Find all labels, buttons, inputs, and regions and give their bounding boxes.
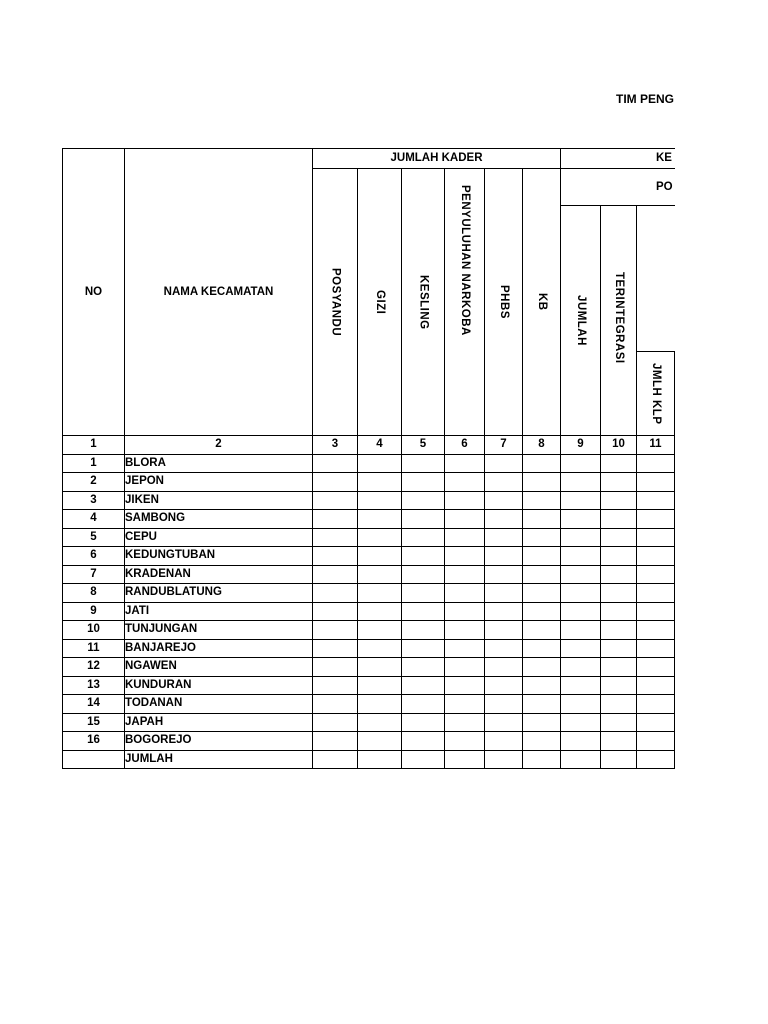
row-kecamatan: NGAWEN [125, 658, 313, 677]
row-value-cell[interactable] [561, 491, 601, 510]
row-no: 8 [63, 584, 125, 603]
row-value-cell[interactable] [523, 584, 561, 603]
row-value-cell[interactable] [313, 695, 358, 714]
total-value-cell[interactable] [523, 750, 561, 769]
row-no: 15 [63, 713, 125, 732]
row-value-cell[interactable] [402, 713, 445, 732]
row-value-cell[interactable] [485, 528, 523, 547]
row-value-cell[interactable] [485, 676, 523, 695]
row-value-cell[interactable] [358, 491, 402, 510]
row-value-cell[interactable] [523, 602, 561, 621]
column-number: 4 [358, 436, 402, 455]
row-value-cell[interactable] [561, 565, 601, 584]
page-crop-edge [675, 148, 768, 774]
row-no: 2 [63, 473, 125, 492]
row-value-cell[interactable] [313, 528, 358, 547]
row-value-cell[interactable] [358, 621, 402, 640]
page-title: TIM PENG [616, 92, 675, 106]
row-value-cell[interactable] [485, 732, 523, 751]
column-number: 6 [445, 436, 485, 455]
row-kecamatan: JEPON [125, 473, 313, 492]
row-value-cell[interactable] [445, 491, 485, 510]
row-value-cell[interactable] [561, 510, 601, 529]
row-no: 6 [63, 547, 125, 566]
header-kader-kesling [402, 169, 445, 436]
header-terintegrasi [601, 206, 637, 436]
row-no: 13 [63, 676, 125, 695]
table-row [63, 621, 676, 640]
row-value-cell[interactable] [402, 547, 445, 566]
header-kader-kb [523, 169, 561, 436]
row-no: 3 [63, 491, 125, 510]
header-nama-kecamatan: NAMA KECAMATAN [125, 149, 313, 436]
header-jumlah [561, 206, 601, 436]
row-value-cell[interactable] [485, 602, 523, 621]
kader-table [62, 148, 675, 769]
table-row [63, 454, 676, 473]
header-kader-gizi [358, 169, 402, 436]
row-value-cell[interactable] [402, 621, 445, 640]
row-value-cell[interactable] [485, 713, 523, 732]
table-row [63, 695, 676, 714]
row-value-cell[interactable] [445, 473, 485, 492]
row-value-cell[interactable] [523, 528, 561, 547]
row-value-cell[interactable] [358, 602, 402, 621]
row-value-cell[interactable] [402, 658, 445, 677]
table-row [63, 565, 676, 584]
row-value-cell[interactable] [561, 658, 601, 677]
row-no: 4 [63, 510, 125, 529]
column-number: 11 [637, 436, 675, 455]
row-value-cell[interactable] [601, 547, 637, 566]
table-row [63, 713, 676, 732]
row-value-cell[interactable] [485, 639, 523, 658]
row-value-cell[interactable] [485, 491, 523, 510]
row-value-cell[interactable] [313, 473, 358, 492]
row-value-cell[interactable] [637, 565, 675, 584]
row-value-cell[interactable] [637, 676, 675, 695]
row-value-cell[interactable] [358, 732, 402, 751]
row-value-cell[interactable] [402, 491, 445, 510]
row-value-cell[interactable] [523, 547, 561, 566]
row-value-cell[interactable] [402, 602, 445, 621]
row-value-cell[interactable] [561, 602, 601, 621]
row-value-cell[interactable] [358, 658, 402, 677]
row-value-cell[interactable] [313, 713, 358, 732]
row-value-cell[interactable] [445, 584, 485, 603]
row-value-cell[interactable] [561, 547, 601, 566]
row-value-cell[interactable] [601, 695, 637, 714]
header-kader-narkoba-label: PENYULUHAN NARKOBA [459, 185, 471, 336]
total-row [63, 750, 676, 769]
row-no: 10 [63, 621, 125, 640]
header-jmlh-klp [637, 352, 675, 436]
row-value-cell[interactable] [485, 547, 523, 566]
row-kecamatan: JATI [125, 602, 313, 621]
row-value-cell[interactable] [445, 639, 485, 658]
row-value-cell[interactable] [561, 621, 601, 640]
table-row [63, 510, 676, 529]
header-kader-narkoba [445, 169, 485, 436]
row-value-cell[interactable] [313, 658, 358, 677]
header-jumlah-label: JUMLAH [575, 295, 587, 346]
row-value-cell[interactable] [402, 510, 445, 529]
header-terintegrasi-label: TERINTEGRASI [613, 272, 625, 364]
data-table-container [62, 148, 675, 774]
total-label: JUMLAH [125, 750, 313, 769]
row-kecamatan: TODANAN [125, 695, 313, 714]
row-value-cell[interactable] [485, 454, 523, 473]
header-blank [637, 206, 676, 352]
row-no: 11 [63, 639, 125, 658]
row-value-cell[interactable] [523, 491, 561, 510]
row-value-cell[interactable] [601, 713, 637, 732]
row-value-cell[interactable] [485, 695, 523, 714]
row-no: 9 [63, 602, 125, 621]
row-value-cell[interactable] [313, 639, 358, 658]
header-kader-phbs-label: PHBS [498, 285, 510, 319]
row-value-cell[interactable] [313, 584, 358, 603]
row-no: 12 [63, 658, 125, 677]
row-value-cell[interactable] [601, 639, 637, 658]
row-value-cell[interactable] [637, 528, 675, 547]
row-value-cell[interactable] [601, 491, 637, 510]
row-value-cell[interactable] [485, 584, 523, 603]
row-value-cell[interactable] [358, 565, 402, 584]
row-value-cell[interactable] [637, 602, 675, 621]
total-value-cell[interactable] [445, 750, 485, 769]
row-value-cell[interactable] [445, 658, 485, 677]
table-row [63, 528, 676, 547]
row-value-cell[interactable] [601, 473, 637, 492]
row-value-cell[interactable] [523, 676, 561, 695]
row-value-cell[interactable] [445, 732, 485, 751]
row-value-cell[interactable] [358, 454, 402, 473]
row-kecamatan: CEPU [125, 528, 313, 547]
column-number: 2 [125, 436, 313, 455]
row-value-cell[interactable] [358, 547, 402, 566]
total-value-cell[interactable] [313, 750, 358, 769]
row-value-cell[interactable] [637, 473, 675, 492]
header-kader-gizi-label: GIZI [374, 289, 386, 315]
table-row [63, 602, 676, 621]
row-value-cell[interactable] [601, 584, 637, 603]
row-value-cell[interactable] [523, 713, 561, 732]
total-value-cell[interactable] [402, 750, 445, 769]
row-value-cell[interactable] [637, 584, 675, 603]
row-value-cell[interactable] [445, 621, 485, 640]
row-value-cell[interactable] [523, 621, 561, 640]
row-value-cell[interactable] [637, 454, 675, 473]
row-value-cell[interactable] [358, 695, 402, 714]
row-value-cell[interactable] [313, 621, 358, 640]
row-value-cell[interactable] [561, 584, 601, 603]
row-kecamatan: KUNDURAN [125, 676, 313, 695]
header-kader-phbs [485, 169, 523, 436]
row-value-cell[interactable] [601, 602, 637, 621]
row-value-cell[interactable] [445, 602, 485, 621]
row-value-cell[interactable] [445, 528, 485, 547]
row-value-cell[interactable] [485, 473, 523, 492]
row-value-cell[interactable] [523, 510, 561, 529]
row-value-cell[interactable] [485, 510, 523, 529]
row-value-cell[interactable] [561, 528, 601, 547]
row-value-cell[interactable] [561, 732, 601, 751]
header-jmlh-klp-label: JMLH KLP [650, 362, 662, 425]
column-number: 9 [561, 436, 601, 455]
row-value-cell[interactable] [358, 713, 402, 732]
row-value-cell[interactable] [523, 473, 561, 492]
column-number: 5 [402, 436, 445, 455]
row-value-cell[interactable] [637, 621, 675, 640]
row-value-cell[interactable] [523, 732, 561, 751]
table-row [63, 547, 676, 566]
row-value-cell[interactable] [402, 473, 445, 492]
row-value-cell[interactable] [601, 658, 637, 677]
table-row [63, 584, 676, 603]
row-no: 16 [63, 732, 125, 751]
row-value-cell[interactable] [561, 676, 601, 695]
row-value-cell[interactable] [313, 565, 358, 584]
row-value-cell[interactable] [313, 676, 358, 695]
row-value-cell[interactable] [601, 510, 637, 529]
row-kecamatan: BLORA [125, 454, 313, 473]
row-value-cell[interactable] [485, 621, 523, 640]
row-value-cell[interactable] [402, 454, 445, 473]
row-value-cell[interactable] [561, 473, 601, 492]
column-number: 10 [601, 436, 637, 455]
row-value-cell[interactable] [637, 491, 675, 510]
row-no: 1 [63, 454, 125, 473]
header-kader-kesling-label: KESLING [417, 274, 430, 330]
column-number: 3 [313, 436, 358, 455]
row-value-cell[interactable] [445, 510, 485, 529]
row-kecamatan: TUNJUNGAN [125, 621, 313, 640]
row-kecamatan: BANJAREJO [125, 639, 313, 658]
row-value-cell[interactable] [601, 565, 637, 584]
row-value-cell[interactable] [523, 454, 561, 473]
row-value-cell[interactable] [485, 658, 523, 677]
header-kader-kb-label: KB [536, 293, 548, 311]
total-value-cell[interactable] [637, 750, 675, 769]
row-kecamatan: JAPAH [125, 713, 313, 732]
row-value-cell[interactable] [358, 473, 402, 492]
row-value-cell[interactable] [313, 732, 358, 751]
row-value-cell[interactable] [601, 621, 637, 640]
total-no-blank [63, 750, 125, 769]
row-kecamatan: BOGOREJO [125, 732, 313, 751]
row-value-cell[interactable] [637, 695, 675, 714]
row-value-cell[interactable] [561, 695, 601, 714]
row-value-cell[interactable] [601, 676, 637, 695]
header-kader-posyandu [313, 169, 358, 436]
table-row [63, 676, 676, 695]
row-value-cell[interactable] [402, 565, 445, 584]
row-value-cell[interactable] [561, 639, 601, 658]
row-value-cell[interactable] [445, 547, 485, 566]
row-value-cell[interactable] [445, 713, 485, 732]
row-value-cell[interactable] [523, 695, 561, 714]
row-value-cell[interactable] [402, 584, 445, 603]
row-value-cell[interactable] [601, 732, 637, 751]
row-no: 7 [63, 565, 125, 584]
row-value-cell[interactable] [313, 510, 358, 529]
total-value-cell[interactable] [561, 750, 601, 769]
column-number: 1 [63, 436, 125, 455]
row-value-cell[interactable] [601, 454, 637, 473]
table-row [63, 658, 676, 677]
row-value-cell[interactable] [637, 732, 675, 751]
table-row [63, 639, 676, 658]
row-kecamatan: KEDUNGTUBAN [125, 547, 313, 566]
total-value-cell[interactable] [601, 750, 637, 769]
row-kecamatan: SAMBONG [125, 510, 313, 529]
row-value-cell[interactable] [445, 454, 485, 473]
row-value-cell[interactable] [313, 491, 358, 510]
row-value-cell[interactable] [561, 454, 601, 473]
row-value-cell[interactable] [313, 547, 358, 566]
row-value-cell[interactable] [402, 732, 445, 751]
row-no: 5 [63, 528, 125, 547]
column-number: 7 [485, 436, 523, 455]
row-value-cell[interactable] [561, 713, 601, 732]
row-kecamatan: JIKEN [125, 491, 313, 510]
row-value-cell[interactable] [358, 676, 402, 695]
row-no: 14 [63, 695, 125, 714]
row-value-cell[interactable] [637, 547, 675, 566]
header-group-ke: KE [561, 149, 676, 169]
table-row [63, 732, 676, 751]
row-value-cell[interactable] [402, 639, 445, 658]
row-value-cell[interactable] [313, 602, 358, 621]
row-value-cell[interactable] [358, 639, 402, 658]
header-group-po: PO [561, 169, 676, 206]
row-value-cell[interactable] [523, 565, 561, 584]
total-value-cell[interactable] [358, 750, 402, 769]
row-value-cell[interactable] [402, 695, 445, 714]
row-value-cell[interactable] [637, 510, 675, 529]
row-value-cell[interactable] [523, 639, 561, 658]
row-value-cell[interactable] [445, 695, 485, 714]
row-value-cell[interactable] [445, 565, 485, 584]
header-no: NO [63, 149, 125, 436]
row-value-cell[interactable] [637, 658, 675, 677]
column-number: 8 [523, 436, 561, 455]
table-row [63, 473, 676, 492]
row-kecamatan: RANDUBLATUNG [125, 584, 313, 603]
row-value-cell[interactable] [445, 676, 485, 695]
row-value-cell[interactable] [358, 528, 402, 547]
row-value-cell[interactable] [637, 713, 675, 732]
row-kecamatan: KRADENAN [125, 565, 313, 584]
row-value-cell[interactable] [523, 658, 561, 677]
table-row [63, 491, 676, 510]
row-value-cell[interactable] [402, 676, 445, 695]
row-value-cell[interactable] [402, 528, 445, 547]
header-jumlah-kader: JUMLAH KADER [313, 149, 561, 169]
column-number-row [63, 436, 676, 455]
total-value-cell[interactable] [485, 750, 523, 769]
row-value-cell[interactable] [485, 565, 523, 584]
header-kader-posyandu-label: POSYANDU [329, 267, 342, 337]
row-value-cell[interactable] [601, 528, 637, 547]
row-value-cell[interactable] [358, 584, 402, 603]
row-value-cell[interactable] [358, 510, 402, 529]
row-value-cell[interactable] [637, 639, 675, 658]
row-value-cell[interactable] [313, 454, 358, 473]
